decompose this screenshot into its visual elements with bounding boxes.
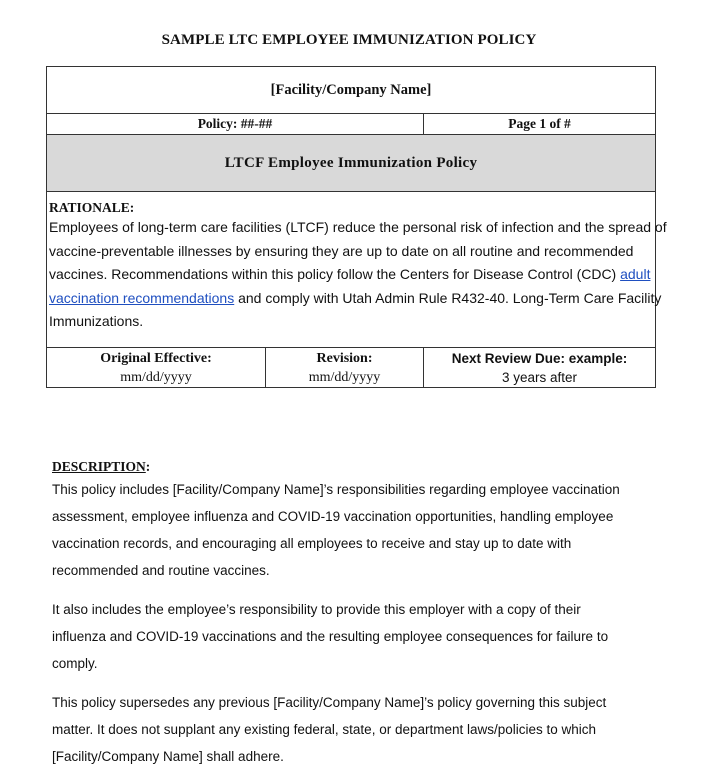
description-line: comply. <box>52 656 98 671</box>
facility-name-cell <box>47 67 656 114</box>
revision-cell <box>266 348 424 388</box>
policy-number-cell <box>47 114 424 135</box>
rationale-cell <box>47 192 667 348</box>
next-review-value: 3 years after <box>501 369 578 385</box>
original-effective-cell <box>47 348 266 388</box>
original-effective-value: mm/dd/yyyy <box>120 369 192 385</box>
document-title: SAMPLE LTC EMPLOYEE IMMUNIZATION POLICY <box>161 32 537 48</box>
description-line: vaccination records, and encouraging all employees to receive and stay up to date with <box>52 536 572 551</box>
rationale-line: Employees of long-term care facilities (LTCF) reduce the personal risk of infection and the spread of <box>49 219 667 235</box>
rationale-line <box>49 287 662 311</box>
rationale-line <box>49 263 655 287</box>
description-line: This policy supersedes any previous [Facility/Company Name]’s policy governing this subject <box>52 695 607 710</box>
rationale-text <box>49 216 667 334</box>
description-paragraph-3 <box>52 689 672 770</box>
page-number-cell <box>424 114 656 135</box>
rationale-line-text: and comply with Utah Admin Rule R432-40. Long-Term Care Facility <box>234 289 662 306</box>
description-line: assessment, employee influenza and COVID-19 vaccination opportunities, handling employee <box>52 509 614 524</box>
policy-title: LTCF Employee Immunization Policy <box>224 154 478 171</box>
facility-name: [Facility/Company Name] <box>270 81 432 98</box>
revision-value: mm/dd/yyyy <box>308 369 381 385</box>
description-section <box>52 458 672 770</box>
next-review-cell <box>424 348 656 388</box>
cdc-recommendations-link[interactable]: adult <box>620 266 651 282</box>
rationale-line-text: vaccines. Recommendations within this policy follow the Centers for Disease Control (CDC) <box>49 266 621 282</box>
rationale-line: vaccine-preventable illnesses by ensuring they are up to date on all routine and recommended <box>49 242 634 259</box>
description-paragraph-2 <box>52 596 672 677</box>
original-effective-label: Original Effective: <box>100 350 212 366</box>
description-line: recommended and routine vaccines. <box>52 563 270 578</box>
description-heading-text: DESCRIPTION <box>52 459 146 474</box>
policy-number: Policy: ##-## <box>197 116 273 131</box>
rationale-heading: RATIONALE: <box>49 200 135 215</box>
description-line: It also includes the employee’s responsibility to provide this employer with a copy of their <box>52 602 581 617</box>
revision-label: Revision: <box>316 350 373 366</box>
description-heading-colon: : <box>145 459 151 474</box>
cdc-recommendations-link-cont[interactable]: vaccination recommendations <box>49 289 235 306</box>
page-number: Page 1 of # <box>508 116 571 131</box>
description-paragraph-1 <box>52 476 672 584</box>
description-line: matter. It does not supplant any existing federal, state, or department laws/policies to which <box>52 722 597 737</box>
description-line: This policy includes [Facility/Company Name]’s responsibilities regarding employee vaccination <box>52 482 620 497</box>
description-line: influenza and COVID-19 vaccinations and the resulting employee consequences for failure to <box>52 629 609 644</box>
policy-title-cell <box>47 135 656 192</box>
description-line: [Facility/Company Name] shall adhere. <box>52 749 284 764</box>
description-heading <box>52 458 672 476</box>
next-review-label: Next Review Due: example: <box>451 350 628 366</box>
rationale-line: Immunizations. <box>49 313 144 329</box>
policy-header-table <box>46 66 667 388</box>
